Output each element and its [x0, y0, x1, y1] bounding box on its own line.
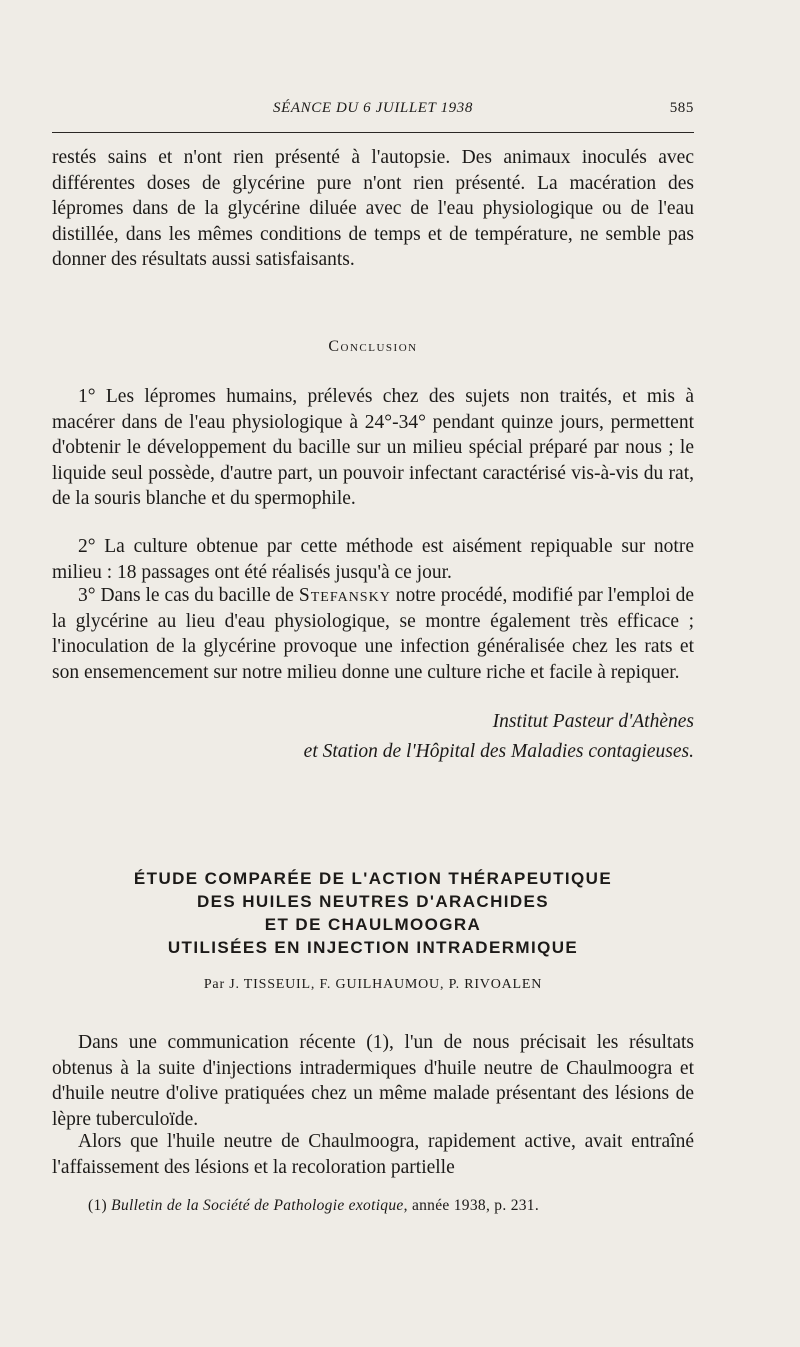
point-3-rest: notre procédé, modifié par l'emploi de la glycérine au lieu d'eau physiologique, se montre également très efficace ; l'inoculation de la glycérine provoque une infection généralisée chez les rats et son ensemencement sur notre milieu donne une culture riche et facile à repiquer.	[52, 585, 695, 683]
conclusion-point-3	[52, 583, 694, 685]
footnote-journal: Bulletin de la Société de Pathologie exotique	[111, 1197, 404, 1214]
stefansky-name: Stefansky	[298, 585, 391, 606]
article-title-line: DES HUILES NEUTRES D'ARACHIDES	[196, 892, 550, 911]
affiliation-line-2: et Station de l'Hôpital des Maladies contagieuses.	[303, 741, 694, 762]
article-paragraph-1: Dans une communication récente (1), l'un de nous précisait les résultats obtenus à la suite d'injections intradermiques d'huile neutre de Chaulmoogra et d'huile neutre d'olive pratiquées chez un même malade présentant des lésions de lèpre tuberculoïde.	[52, 1032, 694, 1130]
article-title-line: ET DE CHAULMOOGRA	[264, 915, 482, 934]
page-number: 585	[669, 100, 694, 116]
intro-paragraph: restés sains et n'ont rien présenté à l'autopsie. Des animaux inoculés avec différentes doses de glycérine pure n'ont rien présenté. La macération des lépromes dans de la glycérine diluée avec de l'eau physiologique ou de l'eau distillée, dans les mêmes conditions de temps et de température, ne semble pas donner des résultats aussi satisfaisants.	[52, 147, 694, 270]
article-paragraph-2: Alors que l'huile neutre de Chaulmoogra, rapidement active, avait entraîné l'affaissement des lésions et la recoloration partielle	[52, 1131, 694, 1178]
conclusion-heading: Conclusion	[328, 338, 418, 355]
byline: Par J. TISSEUIL, F. GUILHAUMOU, P. RIVOALEN	[203, 977, 543, 992]
footnote-details: , année 1938, p. 231.	[403, 1197, 540, 1214]
footnote-marker: (1)	[88, 1197, 107, 1214]
conclusion-point-2: 2° La culture obtenue par cette méthode est aisément repiquable sur notre milieu : 18 passages ont été réalisés jusqu'à ce jour.	[52, 536, 694, 583]
article-title-line: ÉTUDE COMPARÉE DE L'ACTION THÉRAPEUTIQUE	[133, 869, 613, 888]
article-title	[52, 867, 694, 959]
footnote	[88, 1197, 694, 1215]
affiliation-line-1: Institut Pasteur d'Athènes	[492, 711, 694, 732]
running-title: SÉANCE DU 6 JUILLET 1938	[273, 100, 473, 116]
conclusion-point-1: 1° Les lépromes humains, prélevés chez des sujets non traités, et mis à macérer dans de l'eau physiologique à 24°-34° pendant quinze jours, permettent d'obtenir le développement du bacille sur un milieu spécial préparé par nous ; le liquide seul possède, d'autre part, un pouvoir infectant caractérisé vis-à-vis du rat, de la souris blanche et du spermophile.	[52, 386, 694, 509]
article-title-line: UTILISÉES EN INJECTION INTRADERMIQUE	[167, 938, 579, 957]
point-3-intro: 3° Dans le cas du bacille de	[78, 585, 294, 606]
header-rule	[52, 132, 694, 133]
